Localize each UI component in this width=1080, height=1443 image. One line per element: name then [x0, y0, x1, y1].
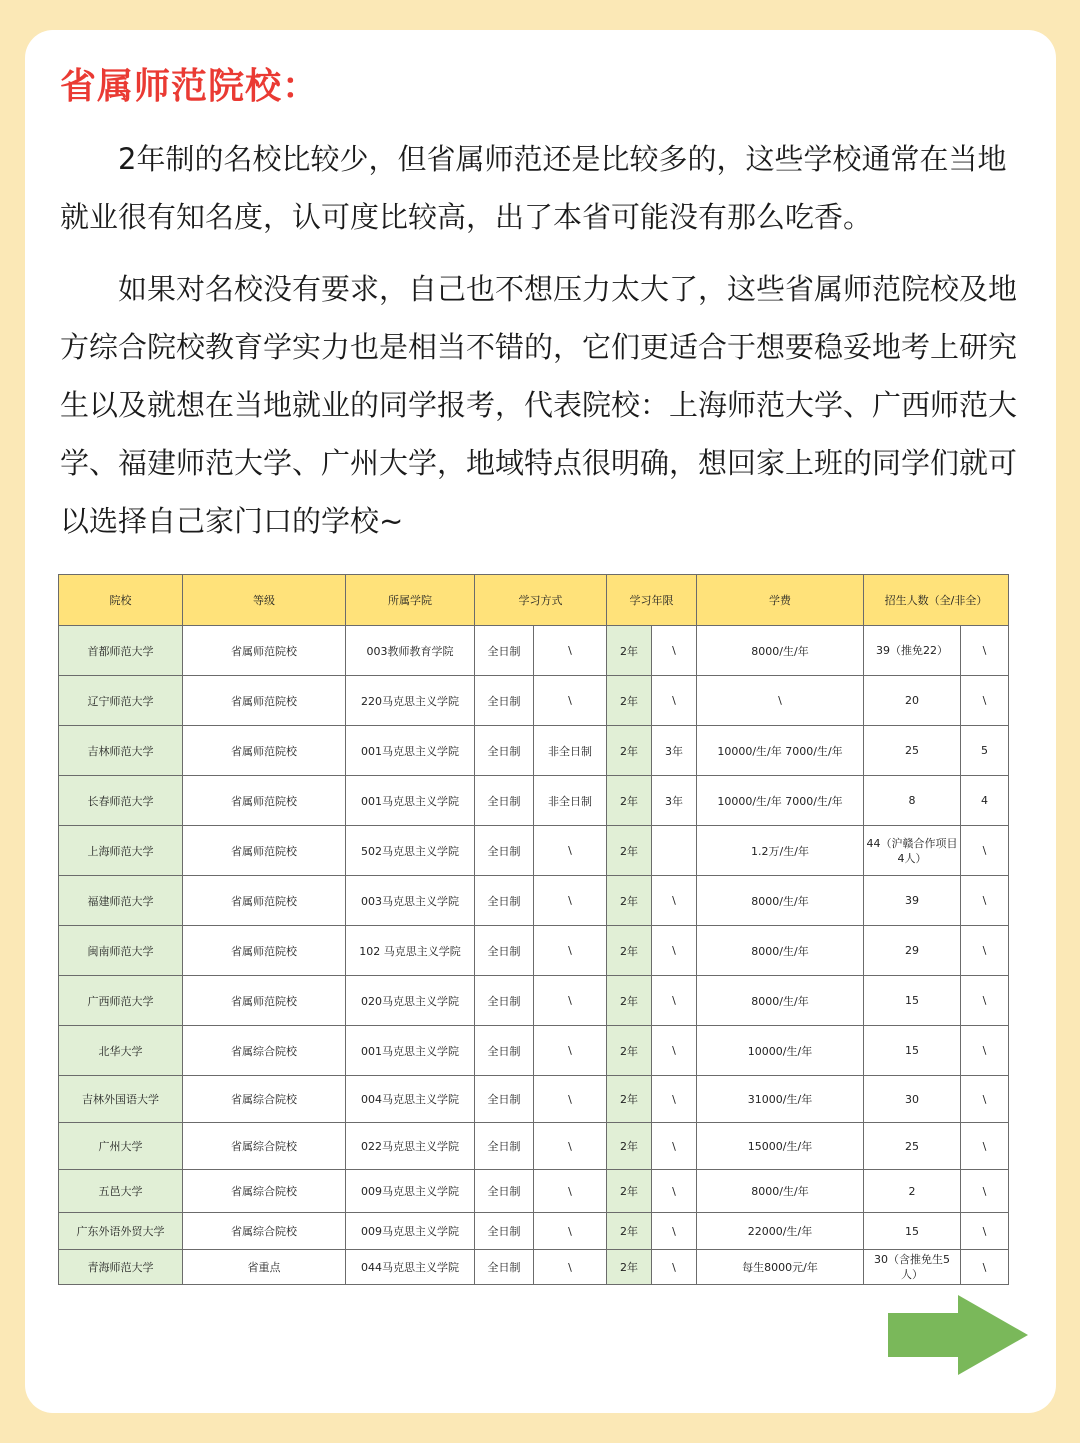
cell-college: 004马克思主义学院	[346, 1076, 475, 1123]
cell-level: 省属师范院校	[183, 876, 346, 926]
table-row	[59, 976, 1009, 1026]
cell-years-pt: 3年	[652, 726, 697, 776]
cell-mode-pt: \	[534, 676, 607, 726]
table-row	[59, 1076, 1009, 1123]
cell-enroll-pt: \	[961, 926, 1009, 976]
header-mode: 学习方式	[475, 575, 607, 626]
cell-school: 长春师范大学	[59, 776, 183, 826]
cell-years-pt: \	[652, 1170, 697, 1213]
cell-college: 102 马克思主义学院	[346, 926, 475, 976]
cell-enroll-ft: 15	[864, 976, 961, 1026]
cell-school: 青海师范大学	[59, 1250, 183, 1285]
cell-level: 省属师范院校	[183, 676, 346, 726]
cell-level: 省重点	[183, 1250, 346, 1285]
cell-mode-pt: \	[534, 1026, 607, 1076]
cell-fee: 15000/生/年	[697, 1123, 864, 1170]
cell-school: 广西师范大学	[59, 976, 183, 1026]
cell-years-ft: 2年	[607, 1250, 652, 1285]
header-fee: 学费	[697, 575, 864, 626]
cell-school: 福建师范大学	[59, 876, 183, 926]
cell-mode-ft: 全日制	[475, 1123, 534, 1170]
cell-mode-pt: 非全日制	[534, 726, 607, 776]
cell-years-ft: 2年	[607, 676, 652, 726]
cell-enroll-pt: \	[961, 1170, 1009, 1213]
cell-mode-pt: \	[534, 1123, 607, 1170]
cell-level: 省属师范院校	[183, 926, 346, 976]
cell-mode-ft: 全日制	[475, 976, 534, 1026]
cell-years-ft: 2年	[607, 726, 652, 776]
cell-fee: 8000/生/年	[697, 976, 864, 1026]
cell-school: 首都师范大学	[59, 626, 183, 676]
cell-years-ft: 2年	[607, 626, 652, 676]
cell-mode-pt: \	[534, 976, 607, 1026]
cell-enroll-pt: \	[961, 626, 1009, 676]
cell-level: 省属师范院校	[183, 826, 346, 876]
cell-level: 省属师范院校	[183, 626, 346, 676]
cell-mode-pt: \	[534, 1213, 607, 1250]
cell-enroll-pt: \	[961, 826, 1009, 876]
cell-enroll-ft: 44（沪赣合作项目4人）	[864, 826, 961, 876]
cell-mode-pt: \	[534, 926, 607, 976]
cell-college: 220马克思主义学院	[346, 676, 475, 726]
cell-mode-pt: \	[534, 626, 607, 676]
table-row	[59, 776, 1009, 826]
cell-years-ft: 2年	[607, 826, 652, 876]
detail-paragraph: 如果对名校没有要求，自己也不想压力太大了，这些省属师范院校及地方综合院校教育学实力也是相当不错的，它们更适合于想要稳妥地考上研究生以及就想在当地就业的同学报考，代表院校：上海师范大学、广西师范大学、福建师范大学、广州大学，地域特点很明确，想回家上班的同学们就可以选择自己家门口的学校~	[60, 272, 1018, 538]
table-row	[59, 1250, 1009, 1285]
cell-mode-pt: \	[534, 826, 607, 876]
header-college: 所属学院	[346, 575, 475, 626]
cell-enroll-pt: 5	[961, 726, 1009, 776]
cell-years-pt: 3年	[652, 776, 697, 826]
cell-years-ft: 2年	[607, 1026, 652, 1076]
cell-fee: 10000/生/年 7000/生/年	[697, 776, 864, 826]
cell-college: 020马克思主义学院	[346, 976, 475, 1026]
cell-mode-ft: 全日制	[475, 626, 534, 676]
table-row	[59, 826, 1009, 876]
cell-level: 省属综合院校	[183, 1076, 346, 1123]
cell-mode-ft: 全日制	[475, 1213, 534, 1250]
table-row	[59, 676, 1009, 726]
cell-enroll-pt: \	[961, 1213, 1009, 1250]
cell-years-pt: \	[652, 876, 697, 926]
cell-fee: 每生8000元/年	[697, 1250, 864, 1285]
cell-mode-pt: 非全日制	[534, 776, 607, 826]
cell-college: 003教师教育学院	[346, 626, 475, 676]
cell-mode-ft: 全日制	[475, 1076, 534, 1123]
cell-college: 022马克思主义学院	[346, 1123, 475, 1170]
cell-enroll-ft: 2	[864, 1170, 961, 1213]
cell-years-pt	[652, 826, 697, 876]
cell-years-ft: 2年	[607, 1123, 652, 1170]
cell-enroll-ft: 25	[864, 726, 961, 776]
cell-years-pt: \	[652, 1026, 697, 1076]
cell-years-ft: 2年	[607, 1076, 652, 1123]
cell-mode-ft: 全日制	[475, 776, 534, 826]
cell-years-pt: \	[652, 1123, 697, 1170]
cell-enroll-ft: 15	[864, 1213, 961, 1250]
table-body	[59, 626, 1009, 1285]
cell-years-pt: \	[652, 1076, 697, 1123]
intro-paragraph: 2年制的名校比较少，但省属师范还是比较多的，这些学校通常在当地就业很有知名度，认可度比较高，出了本省可能没有那么吃香。	[60, 142, 1007, 234]
cell-college: 001马克思主义学院	[346, 1026, 475, 1076]
cell-years-pt: \	[652, 976, 697, 1026]
table-row	[59, 926, 1009, 976]
cell-school: 广州大学	[59, 1123, 183, 1170]
cell-enroll-pt: \	[961, 676, 1009, 726]
cell-years-ft: 2年	[607, 1213, 652, 1250]
cell-mode-ft: 全日制	[475, 726, 534, 776]
cell-mode-pt: \	[534, 1076, 607, 1123]
cell-years-ft: 2年	[607, 976, 652, 1026]
cell-school: 五邑大学	[59, 1170, 183, 1213]
cell-college: 001马克思主义学院	[346, 776, 475, 826]
cell-enroll-ft: 29	[864, 926, 961, 976]
cell-mode-ft: 全日制	[475, 826, 534, 876]
cell-level: 省属综合院校	[183, 1213, 346, 1250]
table-header-row	[59, 575, 1009, 626]
cell-mode-pt: \	[534, 1170, 607, 1213]
cell-enroll-pt: \	[961, 1026, 1009, 1076]
cell-college: 044马克思主义学院	[346, 1250, 475, 1285]
cell-school: 吉林师范大学	[59, 726, 183, 776]
right-arrow-icon[interactable]	[888, 1295, 1028, 1375]
cell-enroll-ft: 30（含推免生5人）	[864, 1250, 961, 1285]
cell-mode-ft: 全日制	[475, 1250, 534, 1285]
cell-fee: 10000/生/年	[697, 1026, 864, 1076]
cell-years-ft: 2年	[607, 1170, 652, 1213]
arrow-shape	[888, 1295, 1028, 1375]
cell-mode-pt: \	[534, 876, 607, 926]
cell-enroll-pt: \	[961, 876, 1009, 926]
table-row	[59, 626, 1009, 676]
cell-fee: \	[697, 676, 864, 726]
cell-college: 009马克思主义学院	[346, 1170, 475, 1213]
table-row	[59, 726, 1009, 776]
cell-fee: 1.2万/生/年	[697, 826, 864, 876]
cell-enroll-pt: \	[961, 1250, 1009, 1285]
header-school: 院校	[59, 575, 183, 626]
cell-mode-ft: 全日制	[475, 1170, 534, 1213]
header-level: 等级	[183, 575, 346, 626]
cell-fee: 8000/生/年	[697, 876, 864, 926]
cell-enroll-pt: \	[961, 1123, 1009, 1170]
cell-school: 北华大学	[59, 1026, 183, 1076]
table-row	[59, 1026, 1009, 1076]
cell-school: 闽南师范大学	[59, 926, 183, 976]
cell-mode-ft: 全日制	[475, 676, 534, 726]
cell-college: 009马克思主义学院	[346, 1213, 475, 1250]
school-table	[58, 574, 1009, 1285]
cell-enroll-pt: 4	[961, 776, 1009, 826]
cell-years-pt: \	[652, 1250, 697, 1285]
table-row	[59, 1213, 1009, 1250]
cell-college: 003马克思主义学院	[346, 876, 475, 926]
cell-enroll-pt: \	[961, 976, 1009, 1026]
cell-years-ft: 2年	[607, 876, 652, 926]
cell-fee: 8000/生/年	[697, 926, 864, 976]
cell-mode-pt: \	[534, 1250, 607, 1285]
cell-enroll-ft: 39（推免22）	[864, 626, 961, 676]
cell-enroll-ft: 39	[864, 876, 961, 926]
cell-level: 省属师范院校	[183, 726, 346, 776]
table-row	[59, 876, 1009, 926]
cell-level: 省属师范院校	[183, 776, 346, 826]
cell-college: 001马克思主义学院	[346, 726, 475, 776]
cell-fee: 31000/生/年	[697, 1076, 864, 1123]
cell-fee: 8000/生/年	[697, 1170, 864, 1213]
page-title: 省属师范院校：	[60, 66, 320, 107]
cell-mode-ft: 全日制	[475, 1026, 534, 1076]
cell-level: 省属综合院校	[183, 1170, 346, 1213]
cell-enroll-ft: 20	[864, 676, 961, 726]
header-years: 学习年限	[607, 575, 697, 626]
cell-college: 502马克思主义学院	[346, 826, 475, 876]
cell-enroll-ft: 30	[864, 1076, 961, 1123]
cell-school: 吉林外国语大学	[59, 1076, 183, 1123]
cell-level: 省属综合院校	[183, 1123, 346, 1170]
cell-years-pt: \	[652, 1213, 697, 1250]
cell-school: 辽宁师范大学	[59, 676, 183, 726]
cell-years-ft: 2年	[607, 776, 652, 826]
cell-school: 上海师范大学	[59, 826, 183, 876]
cell-fee: 8000/生/年	[697, 626, 864, 676]
cell-mode-ft: 全日制	[475, 926, 534, 976]
cell-mode-ft: 全日制	[475, 876, 534, 926]
table-row	[59, 1123, 1009, 1170]
cell-years-pt: \	[652, 926, 697, 976]
cell-years-pt: \	[652, 676, 697, 726]
cell-fee: 10000/生/年 7000/生/年	[697, 726, 864, 776]
cell-years-ft: 2年	[607, 926, 652, 976]
cell-enroll-ft: 8	[864, 776, 961, 826]
cell-years-pt: \	[652, 626, 697, 676]
cell-enroll-ft: 25	[864, 1123, 961, 1170]
cell-enroll-ft: 15	[864, 1026, 961, 1076]
cell-fee: 22000/生/年	[697, 1213, 864, 1250]
cell-level: 省属综合院校	[183, 1026, 346, 1076]
cell-enroll-pt: \	[961, 1076, 1009, 1123]
table-row	[59, 1170, 1009, 1213]
cell-school: 广东外语外贸大学	[59, 1213, 183, 1250]
header-enroll: 招生人数（全/非全）	[864, 575, 1009, 626]
cell-level: 省属师范院校	[183, 976, 346, 1026]
